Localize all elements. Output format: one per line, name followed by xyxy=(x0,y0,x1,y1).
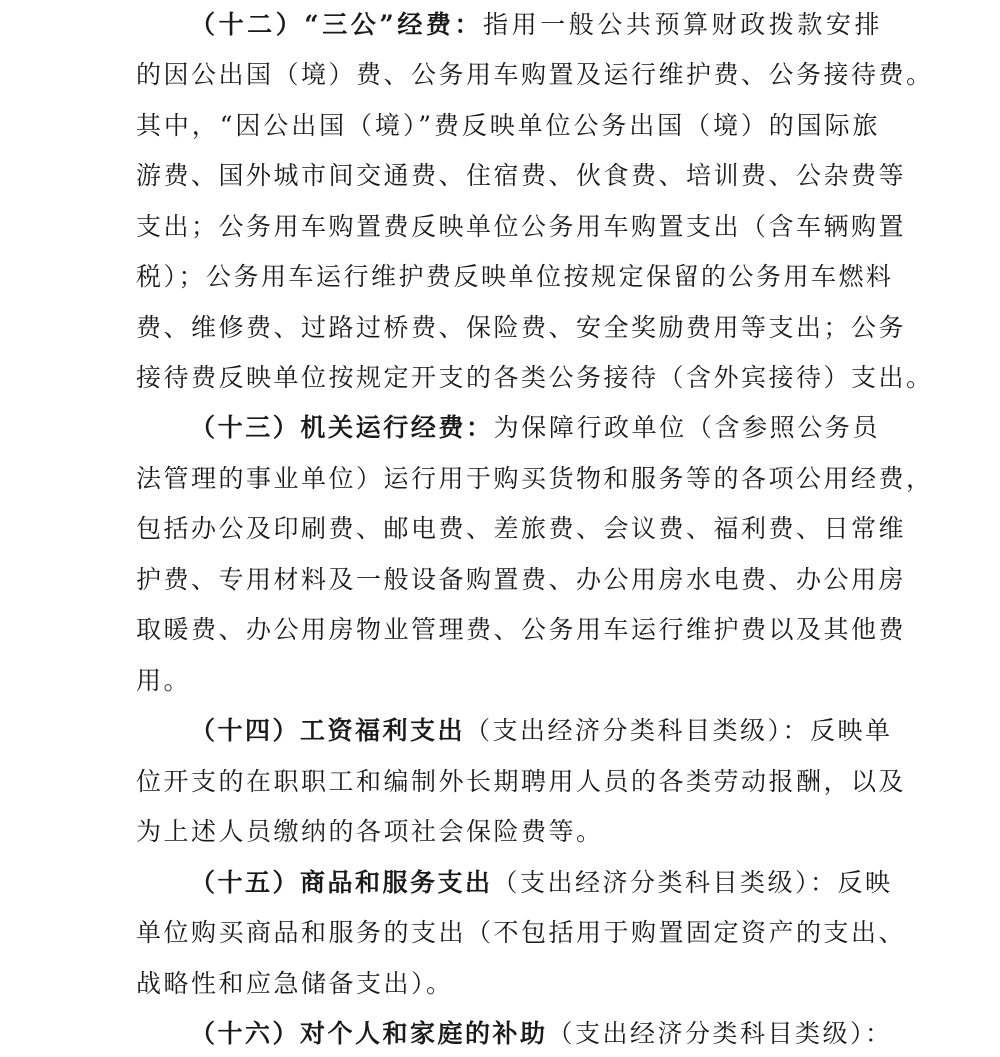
paragraph-heading: （十二）“三公”经费： xyxy=(190,10,484,39)
paragraph-line xyxy=(190,866,893,900)
paragraph-heading: （十五）商品和服务支出 xyxy=(190,868,493,897)
paragraph-line xyxy=(190,714,893,748)
paragraph-line: 费、维修费、过路过桥费、保险费、安全奖励费用等支出；公务 xyxy=(136,313,907,342)
paragraph-text: （支出经济分类科目类级）：反映单 xyxy=(465,716,893,745)
paragraph-line: 税）；公务用车运行维护费反映单位按规定保留的公务用车燃料 xyxy=(136,262,894,291)
paragraph-line: 游费、国外城市间交通费、住宿费、伙食费、培训费、公杂费等 xyxy=(136,161,907,190)
paragraph-line: 的因公出国（境）费、公务用车购置及运行维护费、公务接待费。 xyxy=(136,60,934,89)
paragraph-line: 取暖费、办公用房物业管理费、公务用车运行维护费以及其他费 xyxy=(136,615,907,644)
paragraph-heading: （十三）机关运行经费： xyxy=(190,413,494,442)
paragraph-text: 指用一般公共预算财政拨款安排 xyxy=(483,10,882,39)
paragraph-line: 接待费反映单位按规定开支的各类公务接待（含外宾接待）支出。 xyxy=(136,363,934,392)
paragraph-line: 用。 xyxy=(136,666,192,695)
paragraph-text: （支出经济分类科目类级）：反映 xyxy=(492,868,893,897)
paragraph-line: 包括办公及印刷费、邮电费、差旅费、会议费、福利费、日常维 xyxy=(136,514,907,543)
paragraph-text: （支出经济分类科目类级）： xyxy=(547,1019,893,1048)
paragraph-heading: （十四）工资福利支出 xyxy=(190,716,466,745)
paragraph-line: 法管理的事业单位）运行用于购买货物和服务等的各项公用经费， xyxy=(136,464,934,493)
paragraph-heading: （十六）对个人和家庭的补助 xyxy=(190,1019,548,1048)
paragraph-line xyxy=(190,8,882,42)
paragraph-line: 战略性和应急储备支出）。 xyxy=(136,969,454,998)
paragraph-line xyxy=(190,1017,893,1051)
paragraph-line: 其中，“因公出国（境）”费反映单位公务出国（境）的国际旅 xyxy=(136,111,880,140)
paragraph-text: 为保障行政单位（含参照公务员 xyxy=(493,413,880,442)
paragraph-line: 支出；公务用车购置费反映单位公务用车购置支出（含车辆购置 xyxy=(136,212,907,241)
paragraph-line: 位开支的在职职工和编制外长期聘用人员的各类劳动报酬，以及 xyxy=(136,767,907,796)
paragraph-line xyxy=(190,411,880,445)
paragraph-line: 护费、专用材料及一般设备购置费、办公用房水电费、办公用房 xyxy=(136,565,907,594)
paragraph-line: 为上述人员缴纳的各项社会保险费等。 xyxy=(136,817,604,846)
paragraph-line: 单位购买商品和服务的支出（不包括用于购置固定资产的支出、 xyxy=(136,918,907,947)
